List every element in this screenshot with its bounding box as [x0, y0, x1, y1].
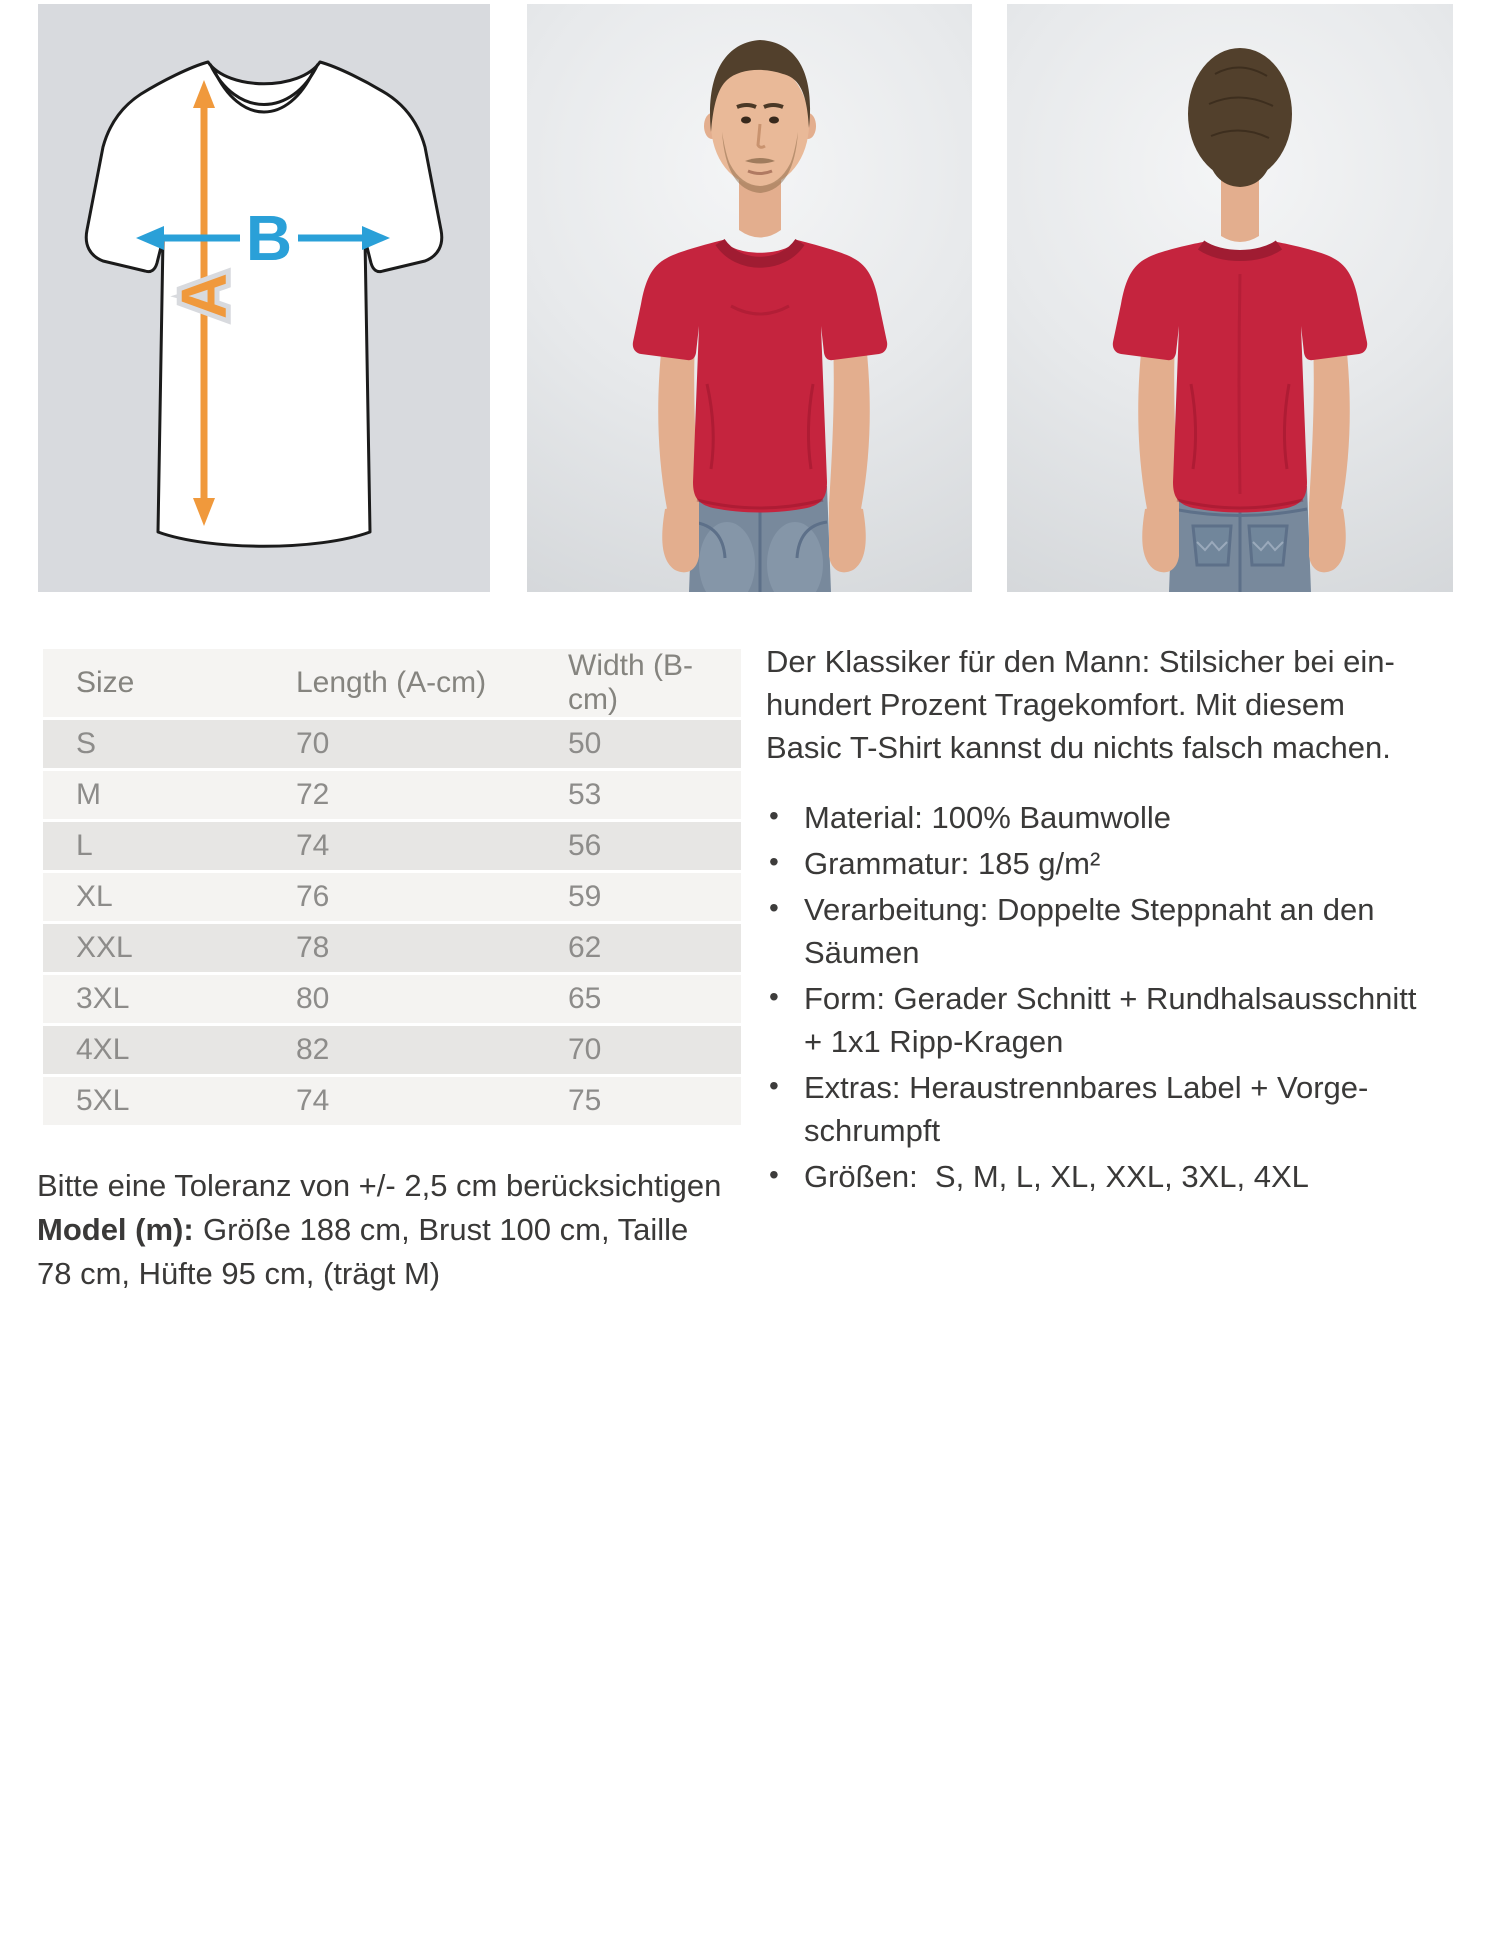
size-diagram-panel — [38, 4, 490, 592]
left-back-pocket — [1193, 526, 1231, 565]
bullet-icon: • — [769, 981, 779, 1012]
intro-line: hundert Prozent Tragekomfort. Mit diesem — [766, 687, 1345, 722]
bullet-icon: • — [769, 800, 779, 831]
left-arm — [658, 334, 699, 509]
size-row-5XL — [43, 1077, 741, 1125]
size-cell: 62 — [568, 924, 741, 972]
size-cell: 78 — [296, 924, 568, 972]
size-cell: 65 — [568, 975, 741, 1023]
size-cell: 70 — [568, 1026, 741, 1074]
spec-item-line: + 1x1 Ripp-Kragen — [804, 1024, 1064, 1059]
spec-item-line: Säumen — [804, 935, 920, 970]
size-cell: 75 — [568, 1077, 741, 1125]
size-cell: 4XL — [43, 1026, 296, 1074]
measure-label-b: B — [245, 202, 293, 274]
spec-item-line: Material: 100% Baumwolle — [804, 800, 1172, 835]
size-row-4XL — [43, 1026, 741, 1074]
product-description — [766, 640, 1496, 1201]
model-note — [37, 1208, 757, 1252]
size-cell: 59 — [568, 873, 741, 921]
back-photo — [1007, 4, 1453, 592]
spec-item — [766, 796, 1496, 839]
size-cell: XXL — [43, 924, 296, 972]
right-eye — [769, 117, 779, 124]
spec-item-line: Größen: S, M, L, XL, XXL, 3XL, 4XL — [804, 1159, 1309, 1194]
size-cell: M — [43, 771, 296, 819]
spec-list — [766, 796, 1496, 1198]
front-model-illustration — [527, 4, 972, 592]
model-note-text: Größe 188 cm, Brust 100 cm, Taille — [203, 1212, 689, 1247]
right-back-pocket — [1249, 526, 1287, 565]
back-model-illustration — [1007, 4, 1453, 592]
size-row-L — [43, 822, 741, 870]
size-row-3XL — [43, 975, 741, 1023]
tolerance-note: Bitte eine Toleranz von +/- 2,5 cm berücksichtigen — [37, 1168, 722, 1203]
intro-line: Der Klassiker für den Mann: Stilsicher bei ein- — [766, 644, 1395, 679]
spec-item-line: Extras: Heraustrennbares Label + Vorge- — [804, 1070, 1369, 1105]
size-cell: 53 — [568, 771, 741, 819]
size-col-header: Length (A-cm) — [296, 649, 568, 717]
bullet-icon: • — [769, 892, 779, 923]
size-table-head-row — [43, 649, 741, 717]
size-cell: 82 — [296, 1026, 568, 1074]
left-hand — [662, 502, 699, 572]
size-col-header: Width (B-cm) — [568, 649, 741, 717]
right-arm — [829, 334, 870, 509]
size-row-M — [43, 771, 741, 819]
size-cell: 74 — [296, 822, 568, 870]
front-photo — [527, 4, 972, 592]
spec-item — [766, 977, 1496, 1063]
size-col-header: Size — [43, 649, 296, 717]
size-cell: 72 — [296, 771, 568, 819]
spec-item — [766, 1155, 1496, 1198]
right-arm-back — [1309, 334, 1350, 509]
size-cell: 74 — [296, 1077, 568, 1125]
spec-item — [766, 888, 1496, 974]
spec-item-line: Grammatur: 185 g/m² — [804, 846, 1101, 881]
spec-item-line: Form: Gerader Schnitt + Rundhalsausschnitt — [804, 981, 1417, 1016]
size-row-XXL — [43, 924, 741, 972]
measurement-notes — [37, 1164, 757, 1296]
left-hand-back — [1142, 502, 1179, 572]
size-table — [43, 646, 741, 1128]
size-row-XL — [43, 873, 741, 921]
bullet-icon: • — [769, 846, 779, 877]
size-cell: 76 — [296, 873, 568, 921]
spec-item — [766, 842, 1496, 885]
size-row-S — [43, 720, 741, 768]
size-cell: L — [43, 822, 296, 870]
size-cell: 50 — [568, 720, 741, 768]
model-note-line2: 78 cm, Hüfte 95 cm, (trägt M) — [37, 1256, 441, 1291]
collar-back — [1201, 245, 1279, 256]
left-arm-back — [1138, 334, 1179, 509]
spec-item-line: schrumpft — [804, 1113, 941, 1148]
description-intro — [766, 640, 1496, 769]
intro-line: Basic T-Shirt kannst du nichts falsch machen. — [766, 730, 1391, 765]
bullet-icon: • — [769, 1070, 779, 1101]
model-note-label: Model (m): — [37, 1212, 194, 1247]
size-cell: S — [43, 720, 296, 768]
right-hand — [829, 502, 866, 572]
measure-label-a: A — [168, 272, 240, 320]
tshirt-outline — [86, 62, 442, 546]
spec-item-line: Verarbeitung: Doppelte Steppnaht an den — [804, 892, 1375, 927]
size-cell: 56 — [568, 822, 741, 870]
bullet-icon: • — [769, 1159, 779, 1190]
left-eye — [741, 117, 751, 124]
size-table-body — [43, 720, 741, 1125]
right-hand-back — [1309, 502, 1346, 572]
size-cell: 3XL — [43, 975, 296, 1023]
size-cell: XL — [43, 873, 296, 921]
size-cell: 70 — [296, 720, 568, 768]
size-cell: 5XL — [43, 1077, 296, 1125]
spec-item — [766, 1066, 1496, 1152]
collar-front — [720, 242, 800, 262]
size-diagram — [38, 4, 490, 592]
size-cell: 80 — [296, 975, 568, 1023]
